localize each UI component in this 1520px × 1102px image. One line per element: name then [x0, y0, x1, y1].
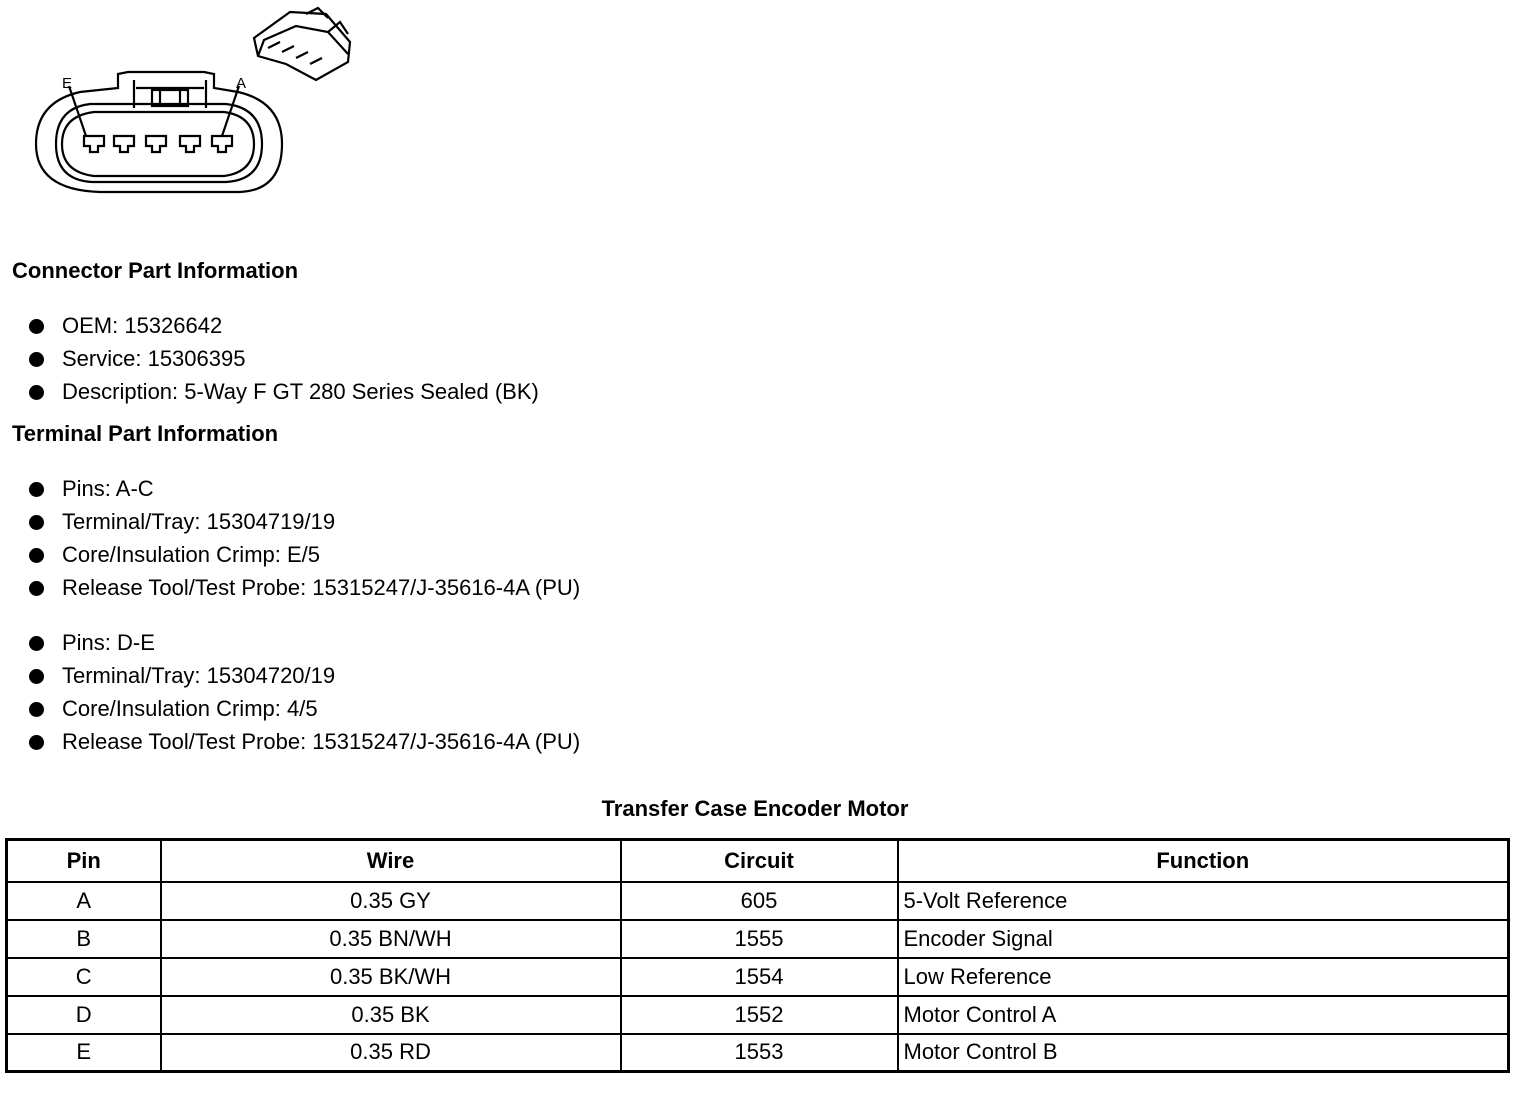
- terminal-cavities: [84, 136, 232, 152]
- function-cell: Encoder Signal: [898, 920, 1509, 958]
- connector-info-heading: Connector Part Information: [12, 258, 299, 283]
- list-item-text: Pins: D-E: [62, 630, 155, 655]
- column-header-pin: Pin: [7, 840, 161, 882]
- bullet-icon: [29, 515, 44, 530]
- circuit-cell: 1552: [621, 996, 898, 1034]
- function-cell: Motor Control B: [898, 1034, 1509, 1072]
- table-row: [7, 882, 1509, 920]
- pin-label-e: E: [62, 75, 73, 92]
- circuit-cell: 1554: [621, 958, 898, 996]
- list-item: [28, 505, 580, 538]
- terminal-info-list-pins-a-c: [28, 472, 580, 604]
- table-header-row: [7, 840, 1509, 882]
- pin-label-a: A: [236, 75, 247, 92]
- list-item: [28, 626, 580, 659]
- circuit-cell: 1553: [621, 1034, 898, 1072]
- connector-face-diagram: [28, 4, 368, 204]
- pin-cell: C: [7, 958, 161, 996]
- table-title: Transfer Case Encoder Motor: [601, 796, 909, 821]
- pin-cell: D: [7, 996, 161, 1034]
- pin-cell: E: [7, 1034, 161, 1072]
- list-item-text: Release Tool/Test Probe: 15315247/J-35616-4A (PU): [62, 575, 581, 600]
- list-item-text: Pins: A-C: [62, 476, 154, 501]
- wire-cell: 0.35 GY: [161, 882, 621, 920]
- bullet-icon: [29, 352, 44, 367]
- column-header-function: Function: [898, 840, 1509, 882]
- bullet-icon: [29, 669, 44, 684]
- circuit-cell: 1555: [621, 920, 898, 958]
- connector-3d-thumbnail: [254, 8, 350, 80]
- function-cell: 5-Volt Reference: [898, 882, 1509, 920]
- table-row: [7, 996, 1509, 1034]
- bullet-icon: [29, 319, 44, 334]
- pin-cell: B: [7, 920, 161, 958]
- list-item-text: Core/Insulation Crimp: 4/5: [62, 696, 318, 721]
- table-row: [7, 958, 1509, 996]
- list-item: [28, 571, 580, 604]
- bullet-icon: [29, 581, 44, 596]
- list-item-text: Terminal/Tray: 15304720/19: [62, 663, 336, 688]
- list-item: [28, 659, 580, 692]
- circuit-cell: 605: [621, 882, 898, 920]
- list-item: [28, 472, 580, 505]
- list-item-text: OEM: 15326642: [62, 313, 223, 338]
- wire-cell: 0.35 RD: [161, 1034, 621, 1072]
- pinout-table: [5, 838, 1510, 1073]
- connector-info-list: [28, 309, 539, 408]
- bullet-icon: [29, 636, 44, 651]
- list-item-text: Core/Insulation Crimp: E/5: [62, 542, 320, 567]
- column-header-circuit: Circuit: [621, 840, 898, 882]
- list-item: [28, 375, 539, 408]
- terminal-info-heading: Terminal Part Information: [12, 421, 279, 446]
- list-item: [28, 538, 580, 571]
- wire-cell: 0.35 BK/WH: [161, 958, 621, 996]
- list-item: [28, 342, 539, 375]
- bullet-icon: [29, 482, 44, 497]
- bullet-icon: [29, 548, 44, 563]
- table-row: [7, 920, 1509, 958]
- list-item-text: Terminal/Tray: 15304719/19: [62, 509, 336, 534]
- terminal-info-list-pins-d-e: [28, 626, 580, 758]
- function-cell: Motor Control A: [898, 996, 1509, 1034]
- list-item: [28, 309, 539, 342]
- pin-cell: A: [7, 882, 161, 920]
- bullet-icon: [29, 702, 44, 717]
- column-header-wire: Wire: [161, 840, 621, 882]
- function-cell: Low Reference: [898, 958, 1509, 996]
- wire-cell: 0.35 BN/WH: [161, 920, 621, 958]
- list-item-text: Service: 15306395: [62, 346, 246, 371]
- wire-cell: 0.35 BK: [161, 996, 621, 1034]
- list-item: [28, 725, 580, 758]
- list-item-text: Description: 5-Way F GT 280 Series Sealed (BK): [62, 379, 539, 404]
- bullet-icon: [29, 735, 44, 750]
- table-row: [7, 1034, 1509, 1072]
- list-item-text: Release Tool/Test Probe: 15315247/J-35616-4A (PU): [62, 729, 581, 754]
- list-item: [28, 692, 580, 725]
- bullet-icon: [29, 385, 44, 400]
